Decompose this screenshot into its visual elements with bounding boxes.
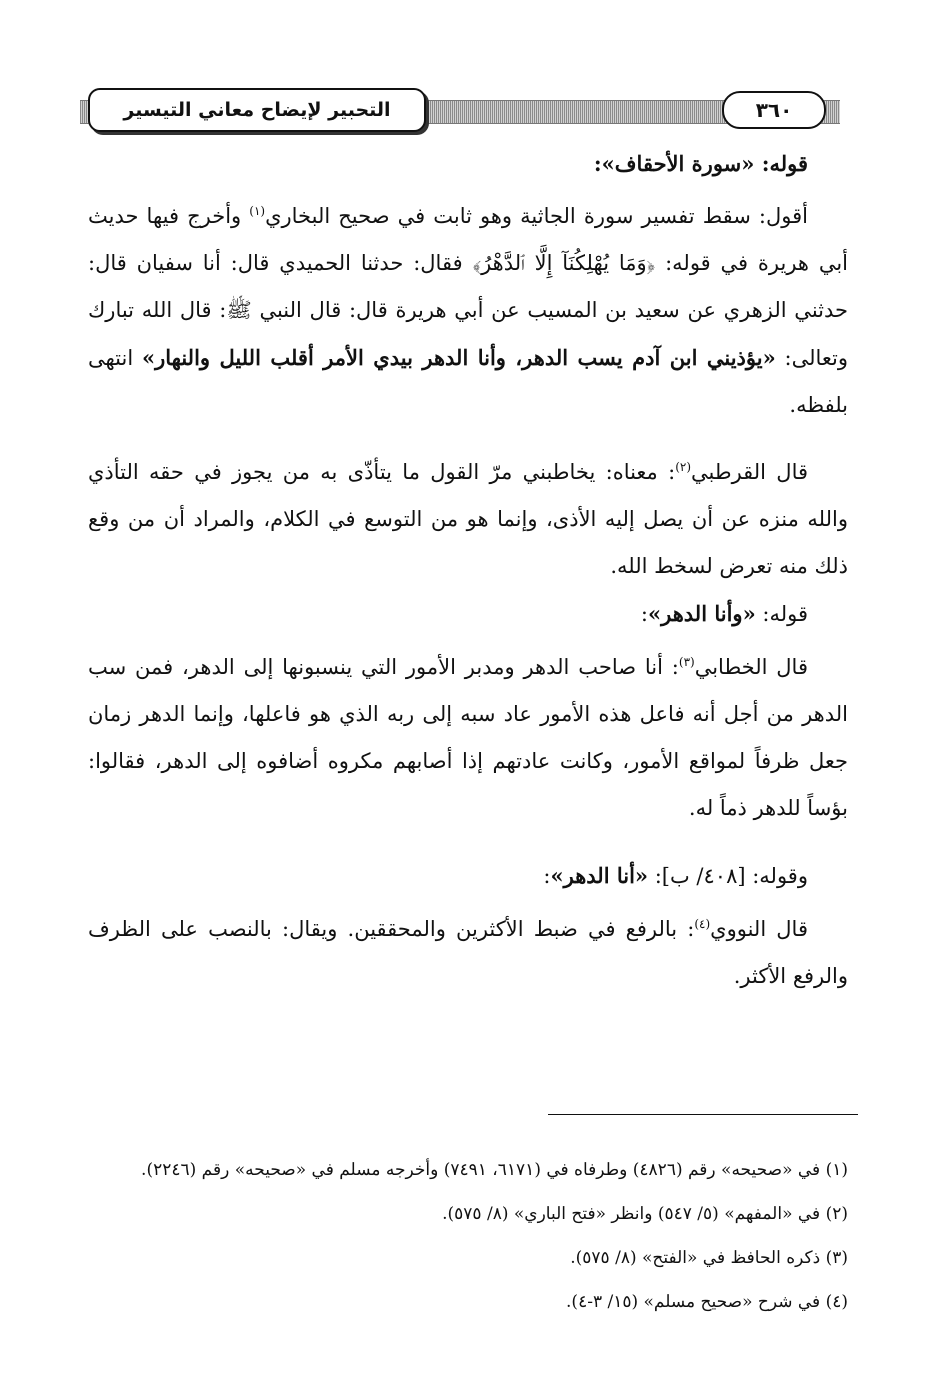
footnote-4: (٤) في شرح «صحيح مسلم» (١٥/ ٣-٤). bbox=[566, 1292, 848, 1312]
footnote-divider bbox=[548, 1114, 858, 1115]
text-run: : bbox=[640, 602, 648, 626]
page-number: ٣٦٠ bbox=[722, 91, 826, 129]
footnote-ref-1[interactable]: (١) bbox=[249, 204, 266, 218]
text-run: وأخرج فيها حديث أبي هريرة في قوله: ﴿وَمَا يُهْلِكُنَآ إِلَّا ٱلدَّهْرُ﴾ فقال: حدثنا الحميدي قال: أنا سفيان قال: حدثني الزهري عن سعيد بن المسيب عن أبي هريرة قال: قال النبي ﷺ: قال الله تبارك وتعالى: bbox=[88, 204, 849, 370]
text-run: قال القرطبي bbox=[691, 460, 809, 484]
heading-wa-ana-al-dahr bbox=[88, 590, 848, 638]
main-text bbox=[88, 140, 848, 1000]
text-run: : بالرفع في ضبط الأكثرين والمحققين. ويقال: بالنصب على الظرف والرفع الأكثر. bbox=[88, 917, 848, 988]
hadith-text: «يؤذيني ابن آدم يسب الدهر، وأنا الدهر بيدي الأمر أقلب الليل والنهار» bbox=[142, 345, 776, 370]
text-run: انتهى بلفظه. bbox=[88, 346, 848, 417]
footnote-ref-4[interactable]: (٤) bbox=[694, 917, 711, 931]
paragraph-nawawi bbox=[88, 906, 848, 1000]
heading-surat-al-ahqaf: قوله: «سورة الأحقاف»: bbox=[593, 151, 808, 176]
text-run: : bbox=[543, 864, 551, 888]
text-run: : معناه: يخاطبني مرّ القول ما يتأذّى به من يجوز في حقه التأذي والله منزه عن أن يصل إليه الأذى، وإنما هو من التوسع في الكلام، والمراد أن من وقع ذلك منه تعرض لسخط الله. bbox=[88, 460, 848, 578]
text-run: قال النووي bbox=[710, 917, 808, 941]
paragraph-aqul bbox=[88, 193, 848, 429]
book-title: التحبير لإيضاح معاني التيسير bbox=[88, 88, 426, 132]
text-run: أقول: سقط تفسير سورة الجاثية وهو ثابت في صحيح البخاري bbox=[265, 204, 808, 228]
text-run: : أنا صاحب الدهر ومدبر الأمور التي ينسبونها إلى الدهر، فمن سب الدهر من أجل أنه فاعل هذه الأمور عاد سبه إلى ربه الذي هو فاعلها، وإنما الدهر زمان جعل ظرفاً لمواقع الأمور، وكانت عادتهم إذا أصابهم مكروه أضافوه إلى الدهر، فقالوا: بؤساً للدهر ذماً له. bbox=[88, 655, 848, 820]
quoted-phrase: «وأنا الدهر» bbox=[648, 601, 756, 626]
footnote-ref-2[interactable]: (٢) bbox=[675, 460, 692, 474]
paragraph-khattabi bbox=[88, 644, 848, 832]
running-header bbox=[80, 88, 840, 132]
footnote-2: (٢) في «المفهم» (٥/ ٥٤٧) وانظر «فتح الباري» (٨/ ٥٧٥). bbox=[442, 1204, 848, 1224]
text-run: وقوله: [٤٠٨/ ب]: bbox=[648, 864, 808, 888]
text-run: قوله: bbox=[755, 602, 808, 626]
heading-ana-al-dahr bbox=[88, 852, 848, 900]
footnote-3: (٣) ذكره الحافظ في «الفتح» (٨/ ٥٧٥). bbox=[570, 1248, 848, 1268]
quoted-phrase: «أنا الدهر» bbox=[550, 863, 649, 888]
footnote-ref-3[interactable]: (٣) bbox=[678, 655, 695, 669]
text-run: قال الخطابي bbox=[694, 655, 808, 679]
footnote-1: (١) في «صحيحه» رقم (٤٨٢٦) وطرفاه في (٦١٧١، ٧٤٩١) وأخرجه مسلم في «صحيحه» رقم (٢٢٤٦). bbox=[141, 1160, 848, 1180]
paragraph-qurtubi bbox=[88, 449, 848, 590]
footnotes bbox=[88, 1148, 848, 1324]
